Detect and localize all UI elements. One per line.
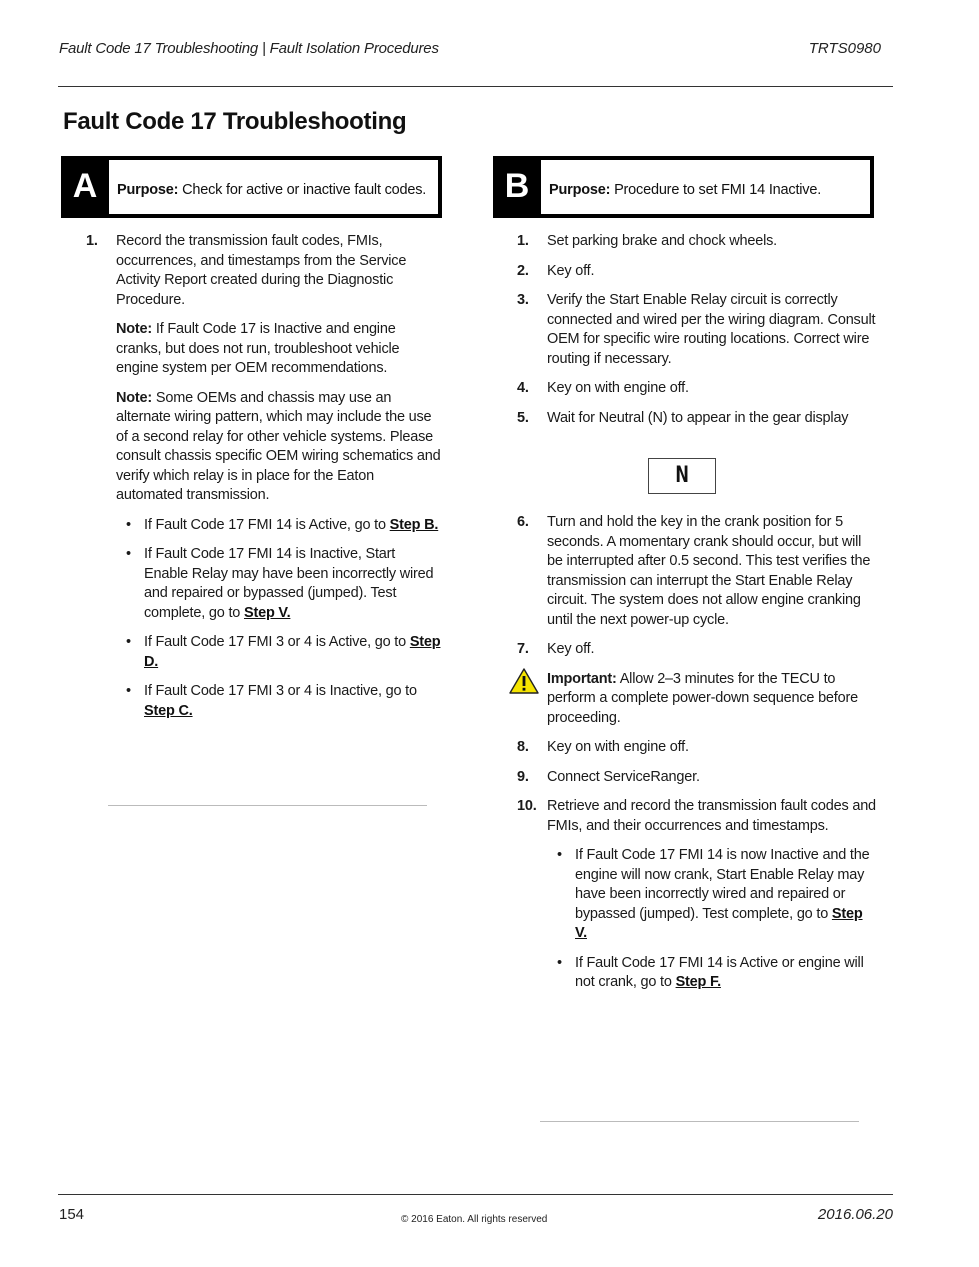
link-step-b[interactable]: Step B. [389, 516, 439, 533]
step-a-purpose-panel [109, 160, 438, 214]
step-b-item-5 [517, 409, 877, 429]
step-a-item-1 [86, 232, 442, 310]
step-b-item-3 [517, 291, 877, 369]
note-text: Some OEMs and chassis may use an alternate wiring pattern, which may include the use of a second relay for other vehicle systems. Please consult chassis specific OEM wiring schematics and verify which relay is in place for the Eaton automated transmission. [116, 389, 441, 503]
important-label: Important: [547, 670, 617, 687]
step-a-end-rule [108, 805, 427, 806]
step-a-column [86, 232, 442, 731]
step-a-bullet-3 [86, 633, 442, 672]
step-text: Verify the Start Enable Relay circuit is correctly connected and wired per the wiring diagram. Consult OEM for specific wire routing locations. Correct wire routing if necessary. [547, 292, 876, 367]
step-b-end-rule [540, 1121, 859, 1122]
step-text: Connect ServiceRanger. [547, 768, 700, 785]
step-a-box [61, 156, 442, 218]
step-number: 7. [517, 641, 529, 657]
note-label: Note: [116, 389, 153, 406]
step-a-letter: A [72, 167, 98, 205]
step-number: 9. [517, 768, 529, 785]
step-number: 6. [517, 514, 529, 530]
step-b-purpose-label: Purpose: [549, 182, 611, 198]
bullet-dot-icon: • [126, 634, 131, 650]
bullet-text: If Fault Code 17 FMI 3 or 4 is Active, go to [144, 634, 410, 650]
step-number: 10. [517, 798, 537, 814]
link-step-c[interactable]: Step C. [144, 702, 193, 719]
link-step-v[interactable]: Step V. [243, 604, 291, 621]
step-number: 3. [517, 292, 529, 308]
step-number: 1. [86, 233, 98, 249]
bullet-text: If Fault Code 17 FMI 14 is Active or engine will not crank, go to [575, 954, 864, 990]
step-a-note-1 [86, 320, 442, 379]
bullet-text: If Fault Code 17 FMI 3 or 4 is Inactive, go to [144, 683, 417, 699]
page-title: Fault Code 17 Troubleshooting [63, 108, 407, 135]
step-a-bullet-4 [86, 682, 442, 721]
link-step-f[interactable]: Step F. [675, 974, 721, 990]
step-b-purpose-text: Procedure to set FMI 14 Inactive. [610, 182, 822, 198]
step-b-purpose [549, 182, 821, 198]
step-number: 2. [517, 262, 529, 279]
revision-date: 2016.06.20 [817, 1206, 893, 1223]
bullet-dot-icon: • [126, 546, 131, 562]
header-rule [58, 86, 893, 87]
step-a-bullet-1 [86, 516, 442, 536]
bullet-dot-icon: • [557, 847, 562, 863]
bullet-dot-icon: • [126, 516, 131, 533]
warning-icon [509, 668, 539, 694]
step-b-item-9 [517, 768, 877, 788]
bullet-dot-icon: • [557, 954, 562, 971]
step-text: Key on with engine off. [547, 380, 689, 396]
step-b-purpose-panel [541, 160, 870, 214]
step-text: Key on with engine off. [547, 739, 689, 755]
note-label: Note: [116, 321, 153, 337]
link-step-d[interactable]: Step D. [144, 634, 441, 670]
step-b-item-8 [517, 738, 877, 758]
bullet-text: If Fault Code 17 FMI 14 is Inactive, Start Enable Relay may have been incorrectly wired and repaired or bypassed (jumped). Test complete, go to [144, 546, 434, 621]
step-b-box [493, 156, 874, 218]
header-doc-number: TRTS0980 [808, 40, 881, 57]
header-section-title: Fault Code 17 Troubleshooting | Fault Isolation Procedures [59, 40, 439, 57]
step-b-bullet-2 [517, 954, 877, 993]
step-b-item-4 [517, 379, 877, 399]
step-number: 1. [517, 233, 529, 249]
page-number: 154 [59, 1206, 85, 1223]
step-number: 8. [517, 739, 529, 755]
step-b-letter: B [504, 167, 530, 205]
step-text: Wait for Neutral (N) to appear in the gear display [547, 409, 849, 426]
step-b-item-6 [517, 513, 877, 630]
step-text: Turn and hold the key in the crank position for 5 seconds. A momentary crank should occur, but will be interrupted after 0.5 second. This test verifies the transmission can interrupt the Start Enable Relay circuit. The system does not allow engine cranking until the next power-up cycle. [547, 514, 871, 628]
copyright: © 2016 Eaton. All rights reserved [401, 1214, 548, 1225]
step-text: Set parking brake and chock wheels. [547, 233, 777, 249]
step-a-bullet-2 [86, 545, 442, 623]
step-a-purpose-text: Check for active or inactive fault codes. [178, 182, 427, 198]
gear-display-neutral: N [648, 458, 716, 494]
note-text: If Fault Code 17 is Inactive and engine cranks, but does not run, troubleshoot vehicle engine system per OEM recommendations. [116, 321, 400, 376]
step-text: Key off. [547, 262, 595, 279]
link-step-v[interactable]: Step V. [575, 905, 863, 941]
important-text: Allow 2–3 minutes for the TECU to perform a complete power-down sequence before proceeding. [547, 670, 858, 726]
step-text: Record the transmission fault codes, FMIs, occurrences, and timestamps from the Service Activity Report created during the Diagnostic Procedure. [116, 233, 407, 308]
step-a-note-2 [86, 389, 442, 506]
footer-rule [58, 1194, 893, 1195]
step-a-purpose [117, 182, 426, 198]
step-a-purpose-label: Purpose: [117, 182, 179, 198]
step-number: 5. [517, 409, 529, 426]
step-b-item-1 [517, 232, 877, 252]
important-note [517, 670, 877, 729]
bullet-dot-icon: • [126, 683, 131, 699]
bullet-text: If Fault Code 17 FMI 14 is Active, go to [144, 516, 390, 533]
step-b-bullet-1 [517, 846, 877, 944]
step-text: Retrieve and record the transmission fault codes and FMIs, and their occurrences and timestamps. [547, 798, 876, 834]
bullet-text: If Fault Code 17 FMI 14 is now Inactive and the engine will now crank, Start Enable Relay may have been incorrectly wired and repaired or bypassed (jumped). Test complete, go to [575, 847, 870, 922]
step-b-column [517, 232, 877, 1003]
step-text: Key off. [547, 641, 595, 657]
step-b-item-2 [517, 262, 877, 282]
step-b-item-7 [517, 640, 877, 660]
step-b-item-10 [517, 797, 877, 836]
step-number: 4. [517, 380, 529, 396]
